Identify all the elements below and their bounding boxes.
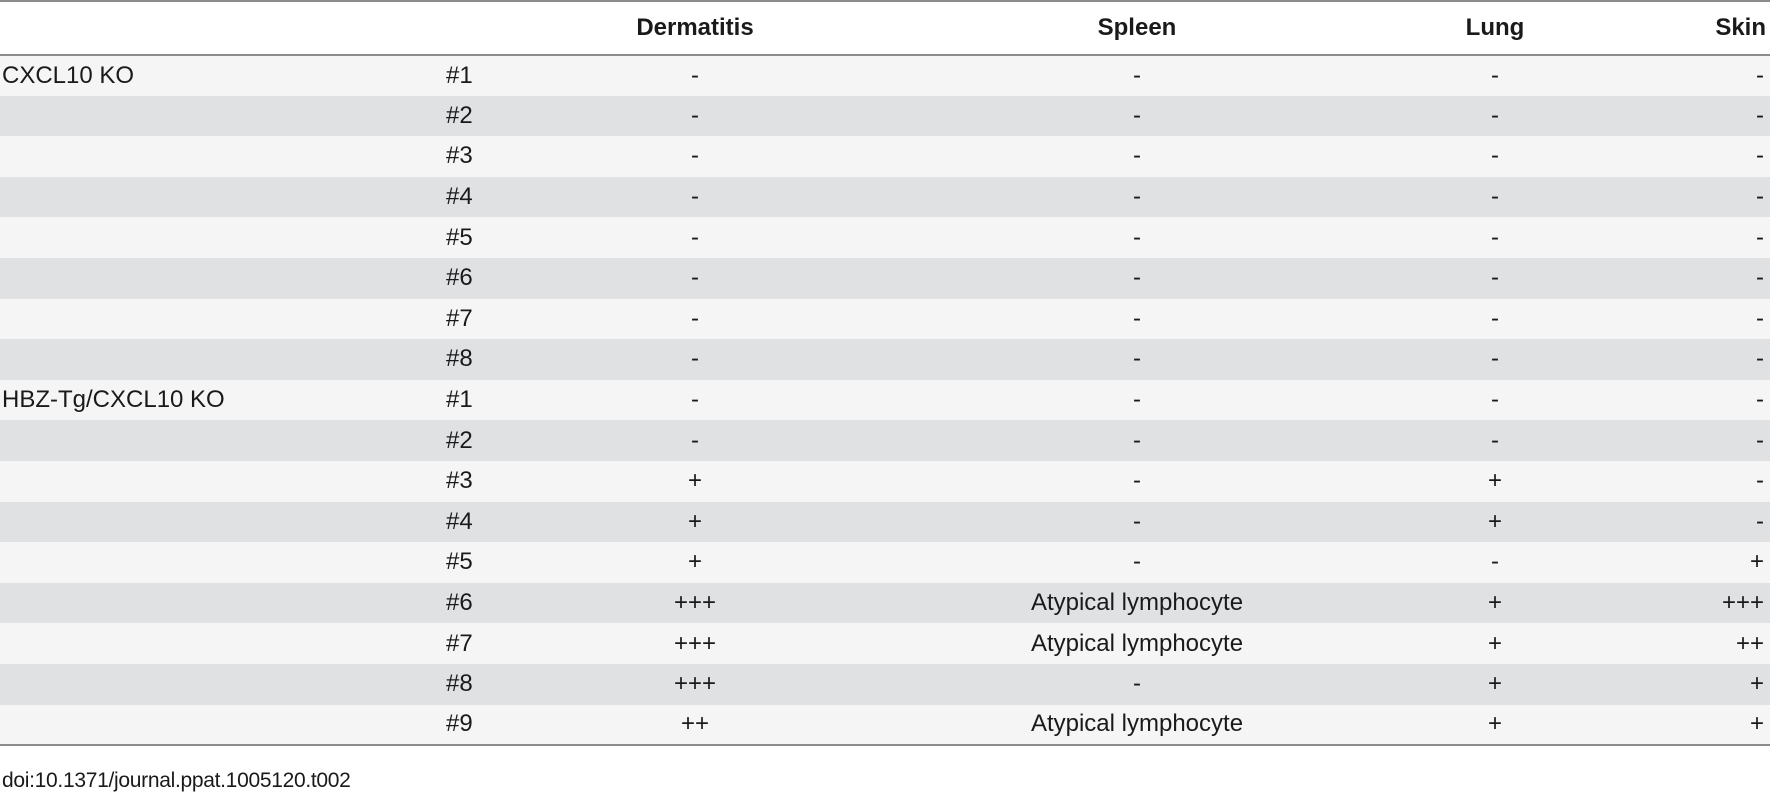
table-row (0, 96, 1770, 137)
table-row (0, 258, 1770, 299)
cell-skin: - (1756, 386, 1764, 414)
cell-spleen: - (1133, 304, 1141, 332)
cell-lung: - (1491, 264, 1499, 292)
cell-spleen: - (1133, 183, 1141, 211)
cell-group (0, 583, 446, 624)
cell-animal-id: #8 (446, 670, 473, 698)
cell-spleen: Atypical lymphocyte (1030, 629, 1244, 657)
cell-spleen: Atypical lymphocyte (900, 705, 1350, 746)
table-row (0, 542, 1770, 583)
table-row (0, 420, 1770, 461)
cell-dermatitis: ++ (586, 705, 900, 746)
cell-animal-id: #1 (446, 61, 473, 89)
cell-group: HBZ-Tg/CXCL10 KO (2, 386, 225, 414)
cell-group (0, 623, 446, 664)
cell-dermatitis: + (687, 467, 702, 495)
cell-lung: - (1491, 426, 1499, 454)
cell-animal-id: #3 (446, 467, 473, 495)
cell-dermatitis: - (691, 142, 699, 170)
cell-group (0, 420, 446, 461)
cell-lung: + (1487, 467, 1502, 495)
cell-group (0, 177, 446, 218)
cell-lung: - (1491, 183, 1499, 211)
cell-dermatitis: - (691, 304, 699, 332)
cell-group (0, 339, 446, 380)
cell-lung: - (1491, 61, 1499, 89)
cell-skin: - (1756, 304, 1764, 332)
cell-dermatitis: - (691, 183, 699, 211)
cell-animal-id: #2 (446, 101, 473, 129)
cell-animal-id: #4 (446, 507, 473, 535)
cell-lung: - (1491, 345, 1499, 373)
cell-animal-id: #7 (446, 629, 473, 657)
cell-spleen: - (1133, 223, 1141, 251)
doi-caption: doi:10.1371/journal.ppat.1005120.t002 (2, 769, 351, 792)
cell-animal-id: #6 (446, 589, 473, 617)
table-row (0, 177, 1770, 218)
cell-spleen: - (1133, 264, 1141, 292)
cell-group (0, 705, 446, 746)
header-id (446, 1, 586, 55)
cell-lung: - (1491, 548, 1499, 576)
cell-group (0, 664, 446, 705)
cell-skin: - (1756, 223, 1764, 251)
table-row (0, 461, 1770, 502)
table-row (0, 55, 1770, 96)
header-group (0, 1, 446, 55)
cell-group (0, 136, 446, 177)
table-row (0, 705, 1770, 746)
table-body (0, 55, 1770, 745)
cell-animal-id: #3 (446, 142, 473, 170)
cell-animal-id: #1 (446, 386, 473, 414)
cell-lung: + (1487, 507, 1502, 535)
cell-spleen: - (1133, 142, 1141, 170)
cell-group (0, 502, 446, 543)
cell-animal-id: #7 (446, 304, 473, 332)
cell-lung: + (1487, 629, 1502, 657)
header-skin: Skin (1600, 1, 1770, 55)
cell-animal-id: #4 (446, 183, 473, 211)
cell-skin: - (1756, 101, 1764, 129)
cell-dermatitis: +++ (673, 670, 717, 698)
cell-group (0, 461, 446, 502)
cell-dermatitis: - (691, 426, 699, 454)
cell-skin: + (1749, 670, 1764, 698)
cell-lung: - (1491, 101, 1499, 129)
cell-lung: + (1487, 670, 1502, 698)
cell-animal-id: #5 (446, 548, 473, 576)
cell-skin: - (1756, 183, 1764, 211)
cell-spleen: - (1133, 670, 1141, 698)
header-dermatitis: Dermatitis (586, 1, 900, 55)
cell-animal-id: #9 (446, 705, 586, 746)
cell-spleen: - (1133, 507, 1141, 535)
cell-dermatitis: + (687, 507, 702, 535)
cell-dermatitis: - (691, 223, 699, 251)
table-row (0, 623, 1770, 664)
cell-skin: - (1756, 142, 1764, 170)
cell-lung: + (1350, 705, 1600, 746)
cell-dermatitis: +++ (673, 589, 717, 617)
cell-animal-id: #6 (446, 264, 473, 292)
cell-spleen: - (1133, 386, 1141, 414)
cell-group (0, 299, 446, 340)
cell-skin: - (1756, 345, 1764, 373)
table-row (0, 380, 1770, 421)
cell-skin: + (1600, 705, 1770, 746)
cell-animal-id: #2 (446, 426, 473, 454)
cell-spleen: - (1133, 61, 1141, 89)
header-row (0, 1, 1770, 55)
table-row (0, 664, 1770, 705)
cell-skin: - (1756, 61, 1764, 89)
cell-skin: - (1756, 467, 1764, 495)
cell-spleen: Atypical lymphocyte (1030, 589, 1244, 617)
cell-lung: - (1491, 386, 1499, 414)
cell-skin: +++ (1721, 589, 1764, 617)
cell-spleen: - (1133, 426, 1141, 454)
cell-dermatitis: + (687, 548, 702, 576)
header-lung: Lung (1350, 1, 1600, 55)
cell-spleen: - (1133, 467, 1141, 495)
cell-group (0, 542, 446, 583)
table-row (0, 502, 1770, 543)
cell-spleen: - (1133, 345, 1141, 373)
cell-dermatitis: - (691, 386, 699, 414)
cell-skin: - (1756, 264, 1764, 292)
cell-skin: - (1756, 507, 1764, 535)
header-spleen: Spleen (900, 1, 1350, 55)
cell-dermatitis: - (691, 345, 699, 373)
cell-lung: - (1491, 304, 1499, 332)
cell-dermatitis: - (691, 61, 699, 89)
cell-skin: + (1749, 548, 1764, 576)
cell-spleen: - (1133, 548, 1141, 576)
cell-spleen: - (1133, 101, 1141, 129)
table-row (0, 339, 1770, 380)
table-row (0, 136, 1770, 177)
cell-dermatitis: - (691, 264, 699, 292)
table-row (0, 217, 1770, 258)
cell-skin: ++ (1735, 629, 1764, 657)
cell-group (0, 258, 446, 299)
cell-dermatitis: - (691, 101, 699, 129)
cell-skin: - (1756, 426, 1764, 454)
cell-animal-id: #8 (446, 345, 473, 373)
cell-lung: - (1491, 223, 1499, 251)
cell-group: CXCL10 KO (2, 61, 135, 89)
cell-lung: + (1487, 589, 1502, 617)
cell-dermatitis: +++ (673, 629, 717, 657)
cell-group (0, 217, 446, 258)
table-row (0, 299, 1770, 340)
cell-lung: - (1491, 142, 1499, 170)
table-row (0, 583, 1770, 624)
cell-animal-id: #5 (446, 223, 473, 251)
cell-group (0, 96, 446, 137)
